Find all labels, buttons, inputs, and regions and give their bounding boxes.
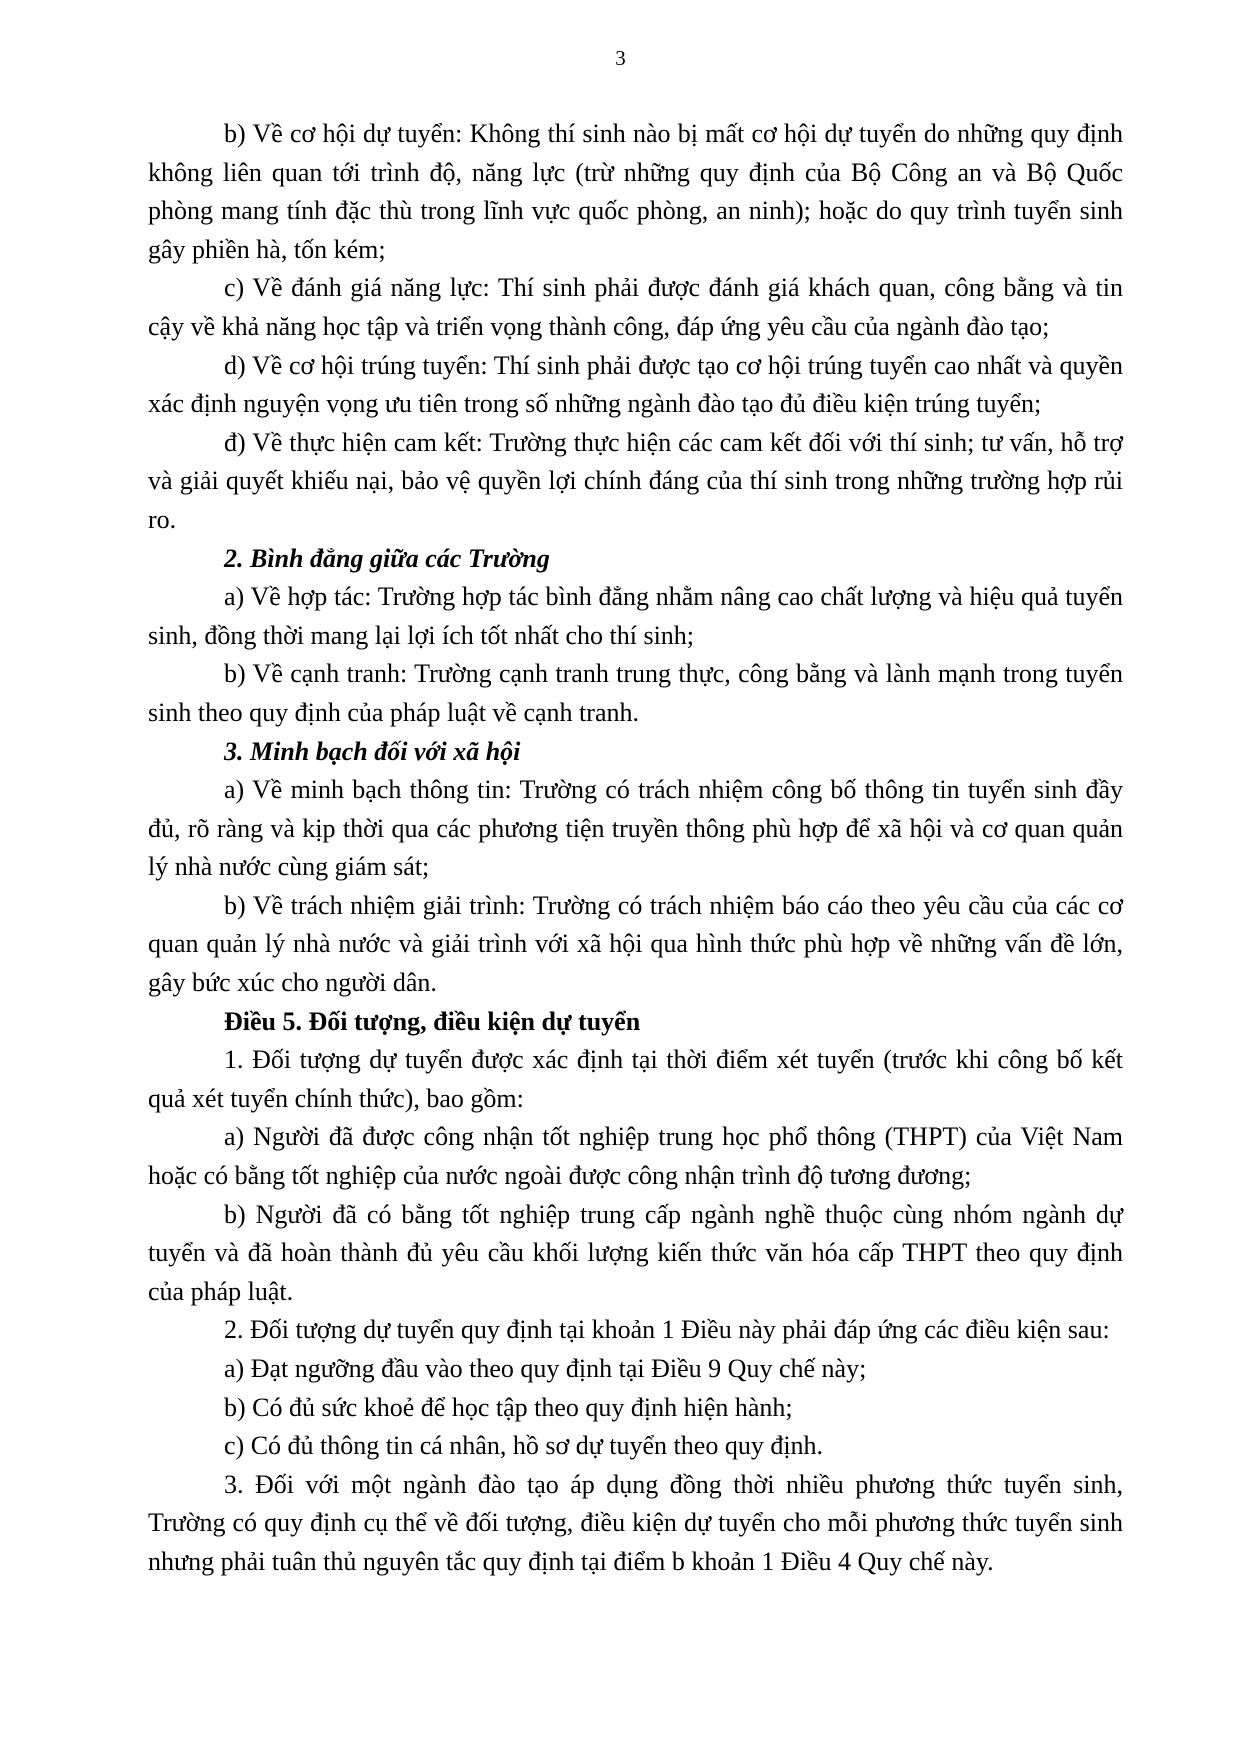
- section-heading-transparency: 3. Minh bạch đối với xã hội: [224, 736, 521, 766]
- page-number: 3: [615, 46, 626, 70]
- paragraph-competency-assessment: c) Về đánh giá năng lực: Thí sinh phải được đánh giá khách quan, công bằng và tin cậy về khả năng học tập và triển vọng thành công, đáp ứng yêu cầu của ngành đào tạo;: [148, 273, 1123, 341]
- section-heading-equality: 2. Bình đẳng giữa các Trường: [224, 543, 550, 573]
- paragraph-vocational-graduates: b) Người đã có bằng tốt nghiệp trung cấp ngành nghề thuộc cùng nhóm ngành dự tuyển và đã hoàn thành đủ yêu cầu khối lượng kiến thức văn hóa cấp THPT theo quy định của pháp luật.: [148, 1199, 1123, 1306]
- paragraph-opportunity-to-apply: b) Về cơ hội dự tuyển: Không thí sinh nào bị mất cơ hội dự tuyển do những quy định không liên quan tới trình độ, năng lực (trừ những quy định của Bộ Công an và Bộ Quốc phòng mang tính đặc thù trong lĩnh vực quốc phòng, an ninh); hoặc do quy trình tuyển sinh gây phiền hà, tốn kém;: [148, 119, 1123, 264]
- document-body: [148, 115, 1123, 1582]
- paragraph-information-transparency: a) Về minh bạch thông tin: Trường có trách nhiệm công bố thông tin tuyển sinh đầy đủ, rõ ràng và kịp thời qua các phương tiện truyền thông phù hợp để xã hội và cơ quan quản lý nhà nước cùng giám sát;: [148, 775, 1123, 882]
- paragraph-conditions-intro: 2. Đối tượng dự tuyển quy định tại khoản 1 Điều này phải đáp ứng các điều kiện sau:: [224, 1315, 1110, 1345]
- paragraph-applicants-defined: 1. Đối tượng dự tuyển được xác định tại thời điểm xét tuyển (trước khi công bố kết quả xét tuyển chính thức), bao gồm:: [148, 1045, 1123, 1113]
- paragraph-thpt-graduates: a) Người đã được công nhận tốt nghiệp trung học phổ thông (THPT) của Việt Nam hoặc có bằng tốt nghiệp của nước ngoài được công nhận trình độ tương đương;: [148, 1122, 1123, 1191]
- paragraph-cooperation: a) Về hợp tác: Trường hợp tác bình đẳng nhằm nâng cao chất lượng và hiệu quả tuyển sinh, đồng thời mang lại lợi ích tốt nhất cho thí sinh;: [148, 582, 1123, 650]
- paragraph-entry-threshold: a) Đạt ngưỡng đầu vào theo quy định tại Điều 9 Quy chế này;: [224, 1354, 867, 1383]
- article-heading-5: Điều 5. Đối tượng, điều kiện dự tuyển: [224, 1006, 641, 1036]
- paragraph-admission-opportunity: d) Về cơ hội trúng tuyển: Thí sinh phải được tạo cơ hội trúng tuyển cao nhất và quyền xác định nguyện vọng ưu tiên trong số những ngành đào tạo đủ điều kiện trúng tuyển;: [148, 350, 1123, 419]
- paragraph-health: b) Có đủ sức khoẻ để học tập theo quy định hiện hành;: [224, 1392, 793, 1422]
- paragraph-accountability: b) Về trách nhiệm giải trình: Trường có trách nhiệm báo cáo theo yêu cầu của các cơ quan quản lý nhà nước và giải trình với xã hội qua hình thức phù hợp về những vấn đề lớn, gây bức xúc cho người dân.: [148, 890, 1123, 998]
- paragraph-multiple-methods: 3. Đối với một ngành đào tạo áp dụng đồng thời nhiều phương thức tuyển sinh, Trường có quy định cụ thể về đối tượng, điều kiện dự tuyển cho mỗi phương thức tuyển sinh nhưng phải tuân thủ nguyên tắc quy định tại điểm b khoản 1 Điều 4 Quy chế này.: [148, 1469, 1123, 1576]
- paragraph-competition: b) Về cạnh tranh: Trường cạnh tranh trung thực, công bằng và lành mạnh trong tuyển sinh theo quy định của pháp luật về cạnh tranh.: [148, 659, 1123, 727]
- paragraph-personal-info: c) Có đủ thông tin cá nhân, hồ sơ dự tuyển theo quy định.: [224, 1431, 824, 1461]
- paragraph-commitments: đ) Về thực hiện cam kết: Trường thực hiện các cam kết đối với thí sinh; tư vấn, hỗ trợ và giải quyết khiếu nại, bảo vệ quyền lợi chính đáng của thí sinh trong những trường hợp rủi ro.: [148, 427, 1123, 534]
